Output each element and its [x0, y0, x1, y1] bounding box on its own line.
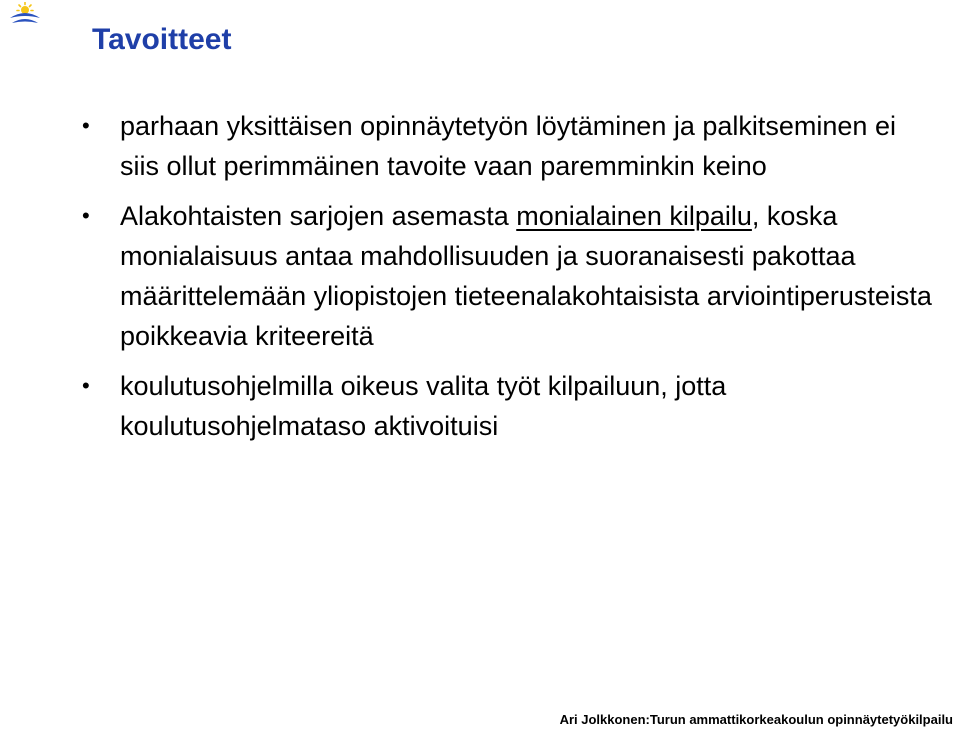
bullet-item: [82, 196, 942, 356]
footer-credit: Ari Jolkkonen:Turun ammattikorkeakoulun opinnäytetyökilpailu: [559, 712, 953, 727]
sun-wave-logo-icon: [8, 2, 42, 28]
bullet-item: [82, 106, 942, 186]
bullet-text-before: Alakohtaisten sarjojen asemasta: [120, 201, 517, 231]
bullet-text: koulutusohjelmilla oikeus valita työt kilpailuun, jotta koulutusohjelmataso aktivoituisi: [120, 371, 727, 441]
bullet-text: parhaan yksittäisen opinnäytetyön löytäminen ja palkitseminen ei siis ollut perimmäinen tavoite vaan paremminkin keino: [120, 111, 896, 181]
bullet-text-underlined: monialainen kilpailu: [516, 201, 752, 231]
page-title: Tavoitteet: [92, 23, 232, 56]
bullet-marker: •: [82, 203, 90, 228]
bullet-marker: •: [82, 373, 90, 398]
bullet-item: [82, 366, 942, 446]
bullet-list: [82, 106, 942, 456]
bullet-marker: •: [82, 113, 90, 138]
bullet-text-after: , koska monialaisuus antaa mahdollisuuden ja suoranaisesti pakottaa määrittelemään yliopistojen tieteenalakohtaisista arviointiperusteista poikkeavia kriteereitä: [120, 201, 932, 351]
